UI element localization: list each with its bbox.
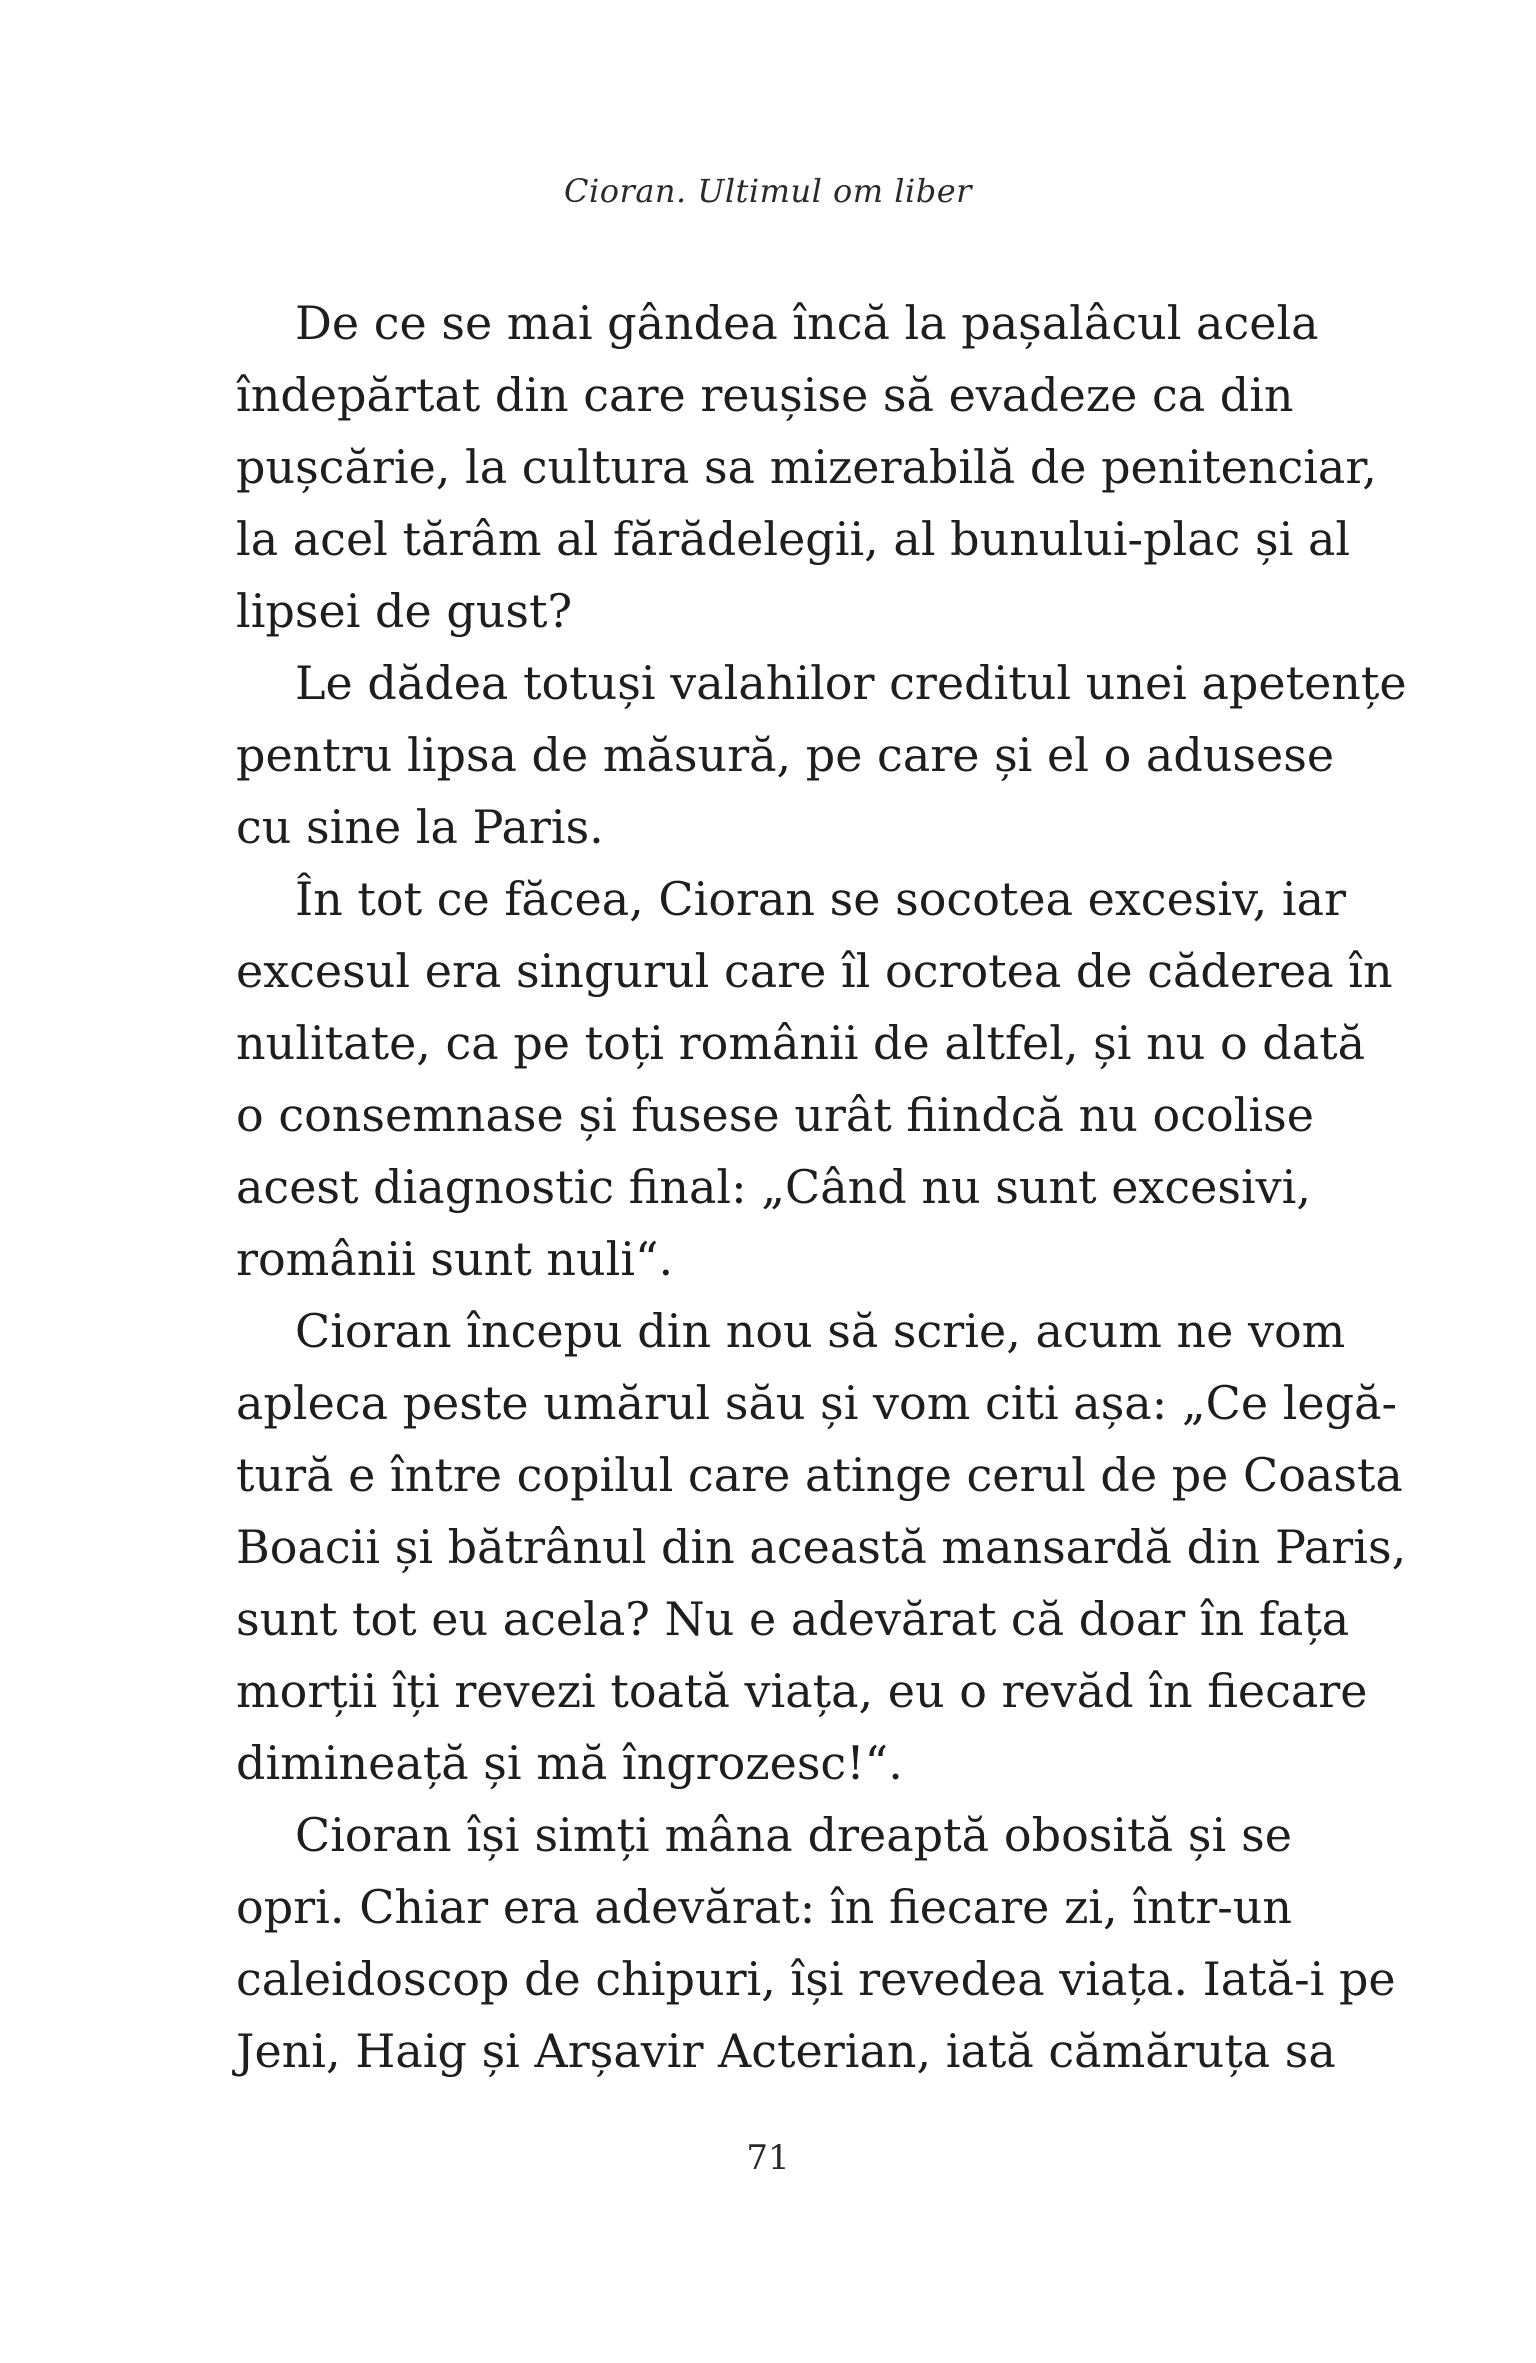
text-line: apleca peste umărul său și vom citi așa: „Ce legă- (236, 1376, 1398, 1430)
text-line: îndepărtat din care reușise să evadeze ca din (236, 368, 1294, 422)
text-line: tură e între copilul care atinge cerul de pe Coasta (236, 1448, 1403, 1502)
paragraph (236, 647, 1407, 863)
body-text (236, 287, 1407, 2087)
paragraph (236, 1295, 1407, 1799)
text-line: nulitate, ca pe toți românii de altfel, și nu o dată (236, 1016, 1366, 1070)
text-line: acest diagnostic final: „Când nu sunt excesivi, (236, 1160, 1312, 1214)
text-line: caleidoscop de chipuri, își revedea viața. Iată-i pe (236, 1952, 1396, 2006)
text-line: Boacii și bătrânul din această mansardă din Paris, (236, 1520, 1407, 1574)
page-number: 71 (746, 2138, 790, 2178)
text-line: la acel tărâm al fărădelegii, al bunului-plac și al (236, 512, 1351, 566)
text-line: pușcărie, la cultura sa mizerabilă de penitenciar, (236, 440, 1377, 494)
text-line: De ce se mai gândea încă la pașalâcul acela (295, 296, 1319, 350)
text-line: cu sine la Paris. (236, 800, 604, 854)
paragraph (236, 287, 1377, 647)
text-line: românii sunt nuli“. (236, 1232, 674, 1286)
text-line: morții îți revezi toată viața, eu o revăd în fiecare (236, 1664, 1368, 1718)
text-line: opri. Chiar era adevărat: în fiecare zi, într-un (236, 1880, 1292, 1934)
text-line: Cioran începu din nou să scrie, acum ne vom (295, 1304, 1346, 1358)
text-line: pentru lipsa de măsură, pe care și el o adusese (236, 728, 1335, 782)
text-line: dimineață și mă îngrozesc!“. (236, 1736, 903, 1790)
text-line: În tot ce făcea, Cioran se socotea excesiv, iar (295, 872, 1347, 926)
paragraph (236, 863, 1393, 1295)
text-line: lipsei de gust? (236, 584, 573, 638)
text-line: Jeni, Haig și Arșavir Acterian, iată cămăruța sa (236, 2024, 1336, 2078)
paragraph (236, 1799, 1396, 2087)
text-line: o consemnase și fusese urât fiindcă nu ocolise (236, 1088, 1314, 1142)
text-line: excesul era singurul care îl ocrotea de căderea în (236, 944, 1393, 998)
text-line: Le dădea totuși valahilor creditul unei apetențe (295, 656, 1407, 710)
text-line: sunt tot eu acela? Nu e adevărat că doar în fața (236, 1592, 1350, 1646)
text-line: Cioran își simți mâna dreaptă obosită și se (295, 1808, 1292, 1862)
running-head: Cioran. Ultimul om liber (564, 172, 972, 210)
